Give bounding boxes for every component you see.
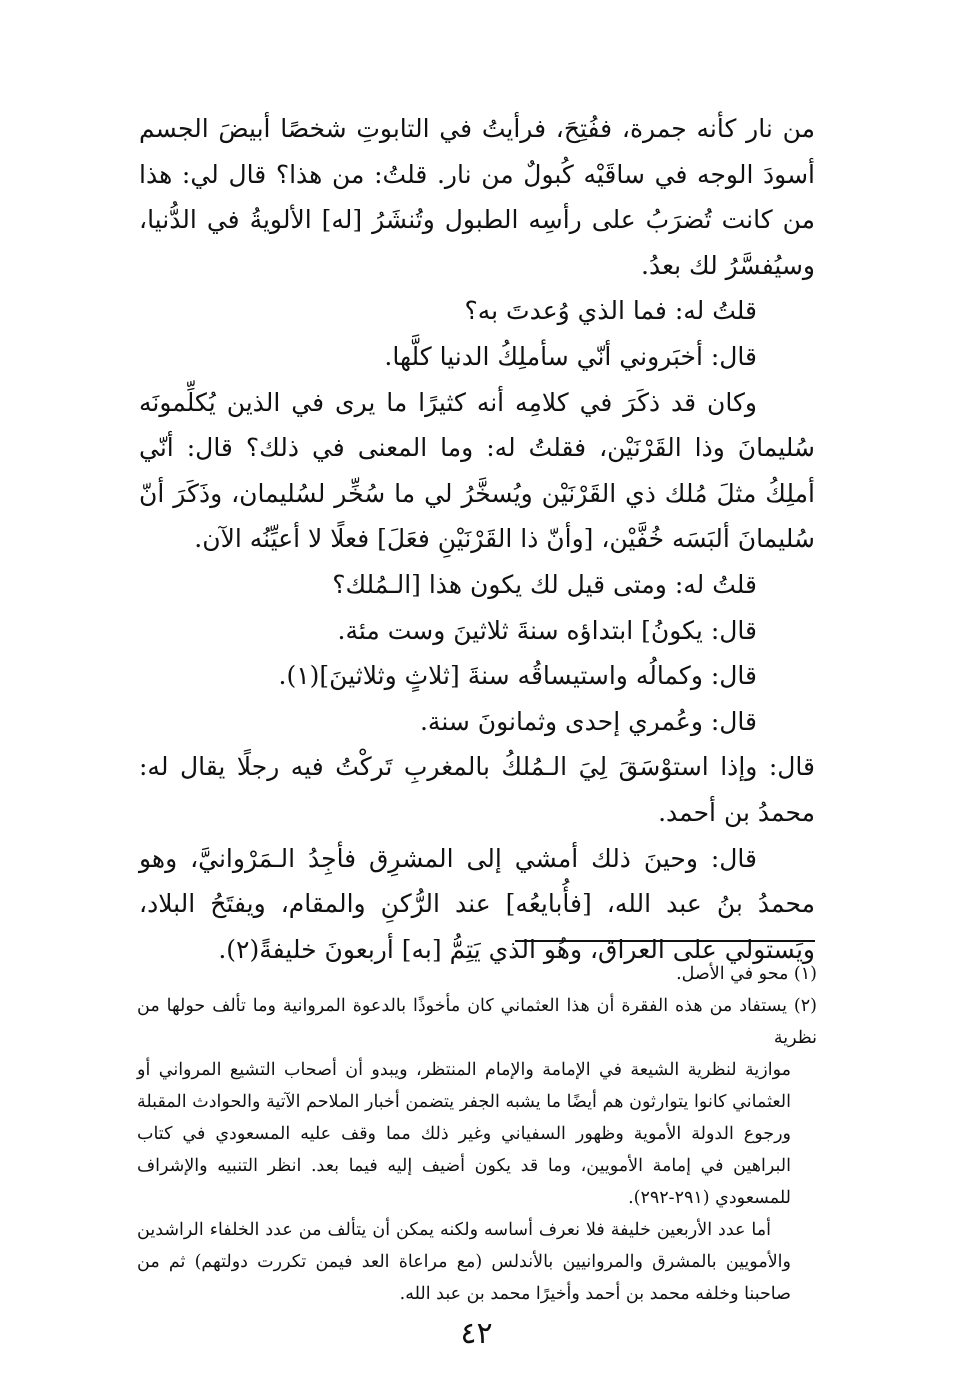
- paragraph-10: قال: وحينَ ذلك أمشي إلى المشرِق فأجِدُ الـمَرْوانيَّ، وهو محمدُ بنُ عبد الله، [فأُبايعُه] عند الرُّكنِ والمقام، ويفتَحُ البلاد، ويَستولي على العراق، وهُو الذي يَتِمُّ [به] أربعونَ خليفةً(٢).: [139, 843, 815, 964]
- footnote-2-lead: (٢) يستفاد من هذه الفقرة أن هذا العثماني كان مأخوذًا بالدعوة المروانية وما تألف حولها من نظرية: [137, 996, 817, 1048]
- page-number: ٤٢: [460, 1316, 493, 1351]
- footnote-divider: [515, 940, 815, 942]
- paragraph-7: قال: وكمالُه واستيساقُه سنةَ [ثلاثٍ وثلاثينَ](١).: [278, 661, 757, 691]
- paragraph-9: قال: وإذا استوْسَقَ لِيَ الـمُلكُ بالمغربِ تَركْتُ فيه رجلًا يقال له: محمدُ بن أحمد.: [139, 752, 815, 827]
- footnote-2-continuation: موازية لنظرية الشيعة في الإمامة والإمام المنتظر، ويبدو أن أصحاب التشيع المرواني أو العثماني كانوا يتوارثون هم أيضًا ما يشبه الجفر يتضمن أخبار الملاحم الآتية والحوادث المقبلة ورجوع الدولة الأموية وظهور السفياني وغير ذلك مما وقف عليه المسعودي في كتاب البراهين في إمامة الأمويين، وما قد يكون أضيف إليه فيما بعد. انظر التنبيه والإشراف للمسعودي (٢٩١-٢٩٢).: [137, 1060, 791, 1208]
- paragraph-1: من نار كأنه جمرة، ففُتِحَ، فرأيتُ في التابوتِ شخصًا أبيضَ الجسم أسودَ الوجه في ساقَيْه كُبولٌ من نار. قلتُ: من هذا؟ قال لي: هذا من كانت تُضرَبُ على رأسِه الطبول وتُنشَرُ [له] الألويةُ في الدُّنيا، وسيُفسَّرُ لك بعدُ.: [139, 114, 815, 280]
- main-text-body: [139, 106, 815, 972]
- paragraph-3: قال: أخبَروني أنّي سأملِكُ الدنيا كلَّها.: [384, 341, 757, 371]
- paragraph-2: قلتُ له: فما الذي وُعدتَ به؟: [464, 296, 757, 326]
- paragraph-4: وكان قد ذكَرَ في كلامِه أنه كثيرًا ما يرى في الذين يُكلِّمونَه سُليمانَ وذا القَرْنَيْن، فقلتُ له: وما المعنى في ذلك؟ قال: أنّي أملِكُ مثلَ مُلك ذي القَرْنَيْن ويُسخَّرُ لي ما سُخِّر لسُليمان، وذَكَرَ أنّ سُليمانَ ألبَسَه خُفَّيْن، [وأنّ ذا القَرْنَيْنِ فعَلَ] فعلًا لا أعيِّنُه الآن.: [139, 387, 815, 554]
- footnote-2-second-paragraph: أما عدد الأربعين خليفة فلا نعرف أساسه ولكنه يمكن أن يتألف من عدد الخلفاء الراشدين والأمويين بالمشرق والمروانيين بالأندلس (مع مراعاة العد فيمن تكررت دولتهم) ثم من صاحبنا وخلفه محمد بن أحمد وأخيرًا محمد بن عبد الله.: [137, 1220, 791, 1304]
- footnotes-section: [137, 958, 817, 1310]
- footnote-1: (١) محو في الأصل.: [676, 964, 817, 984]
- paragraph-8: قال: وعُمري إحدى وثمانونَ سنة.: [419, 706, 757, 736]
- paragraph-5: قلتُ له: ومتى قيل لك يكون هذا [الـمُلك؟: [332, 569, 757, 599]
- paragraph-6: قال: يكونُ] ابتداؤه سنةَ ثلاثينَ وست مئة.: [337, 615, 757, 645]
